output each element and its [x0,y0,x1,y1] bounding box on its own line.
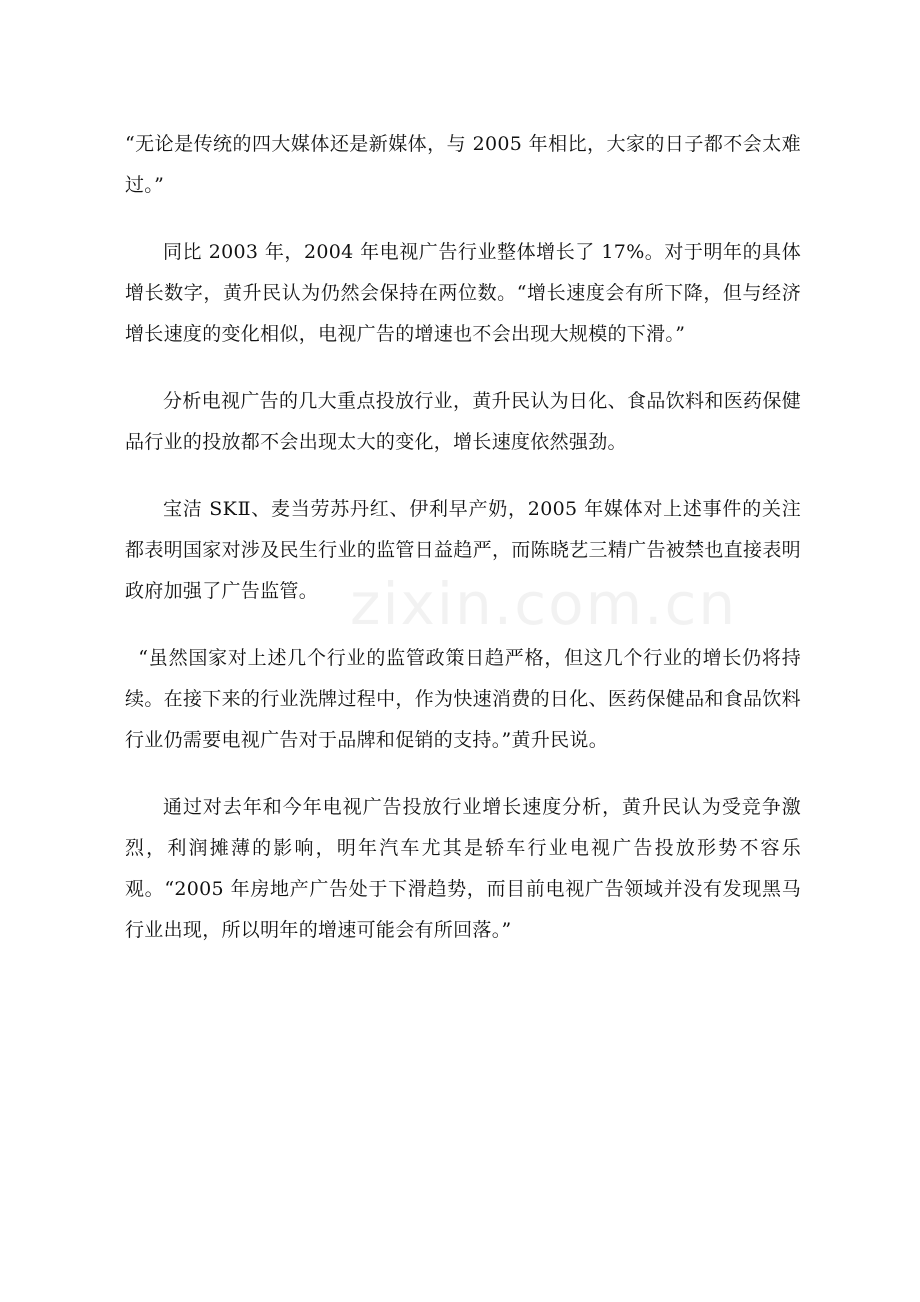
paragraph-2: 同比 2003 年，2004 年电视广告行业整体增长了 17%。对于明年的具体增长数字，黄升民认为仍然会保持在两位数。“增长速度会有所下降，但与经济增长速度的变化相似，电视广告的增速也不会出现大规模的下滑。” [125,241,801,345]
paragraph-4: 宝洁 SKⅡ、麦当劳苏丹红、伊利早产奶，2005 年媒体对上述事件的关注都表明国家对涉及民生行业的监管日益趋严，而陈晓艺三精广告被禁也直接表明政府加强了广告监管。 [125,498,801,602]
watermark: zixin.com.cn [350,570,738,638]
paragraph-1: “无论是传统的四大媒体还是新媒体，与 2005 年相比，大家的日子都不会太难过。” [125,133,801,196]
paragraph-3: 分析电视广告的几大重点投放行业，黄升民认为日化、食品饮料和医药保健品行业的投放都不会出现太大的变化，增长速度依然强劲。 [125,390,801,453]
article-body [125,124,801,977]
paragraph-6: 通过对去年和今年电视广告投放行业增长速度分析，黄升民认为受竞争激烈，利润摊薄的影响，明年汽车尤其是轿车行业电视广告投放形势不容乐观。“2005 年房地产广告处于下滑趋势，而目前电视广告领域并没有发现黑马行业出现，所以明年的增速可能会有所回落。” [125,796,801,941]
paragraph-5: “虽然国家对上述几个行业的监管政策日趋严格，但这几个行业的增长仍将持续。在接下来的行业洗牌过程中，作为快速消费的日化、医药保健品和食品饮料行业仍需要电视广告对于品牌和促销的支持。”黄升民说。 [125,647,801,751]
